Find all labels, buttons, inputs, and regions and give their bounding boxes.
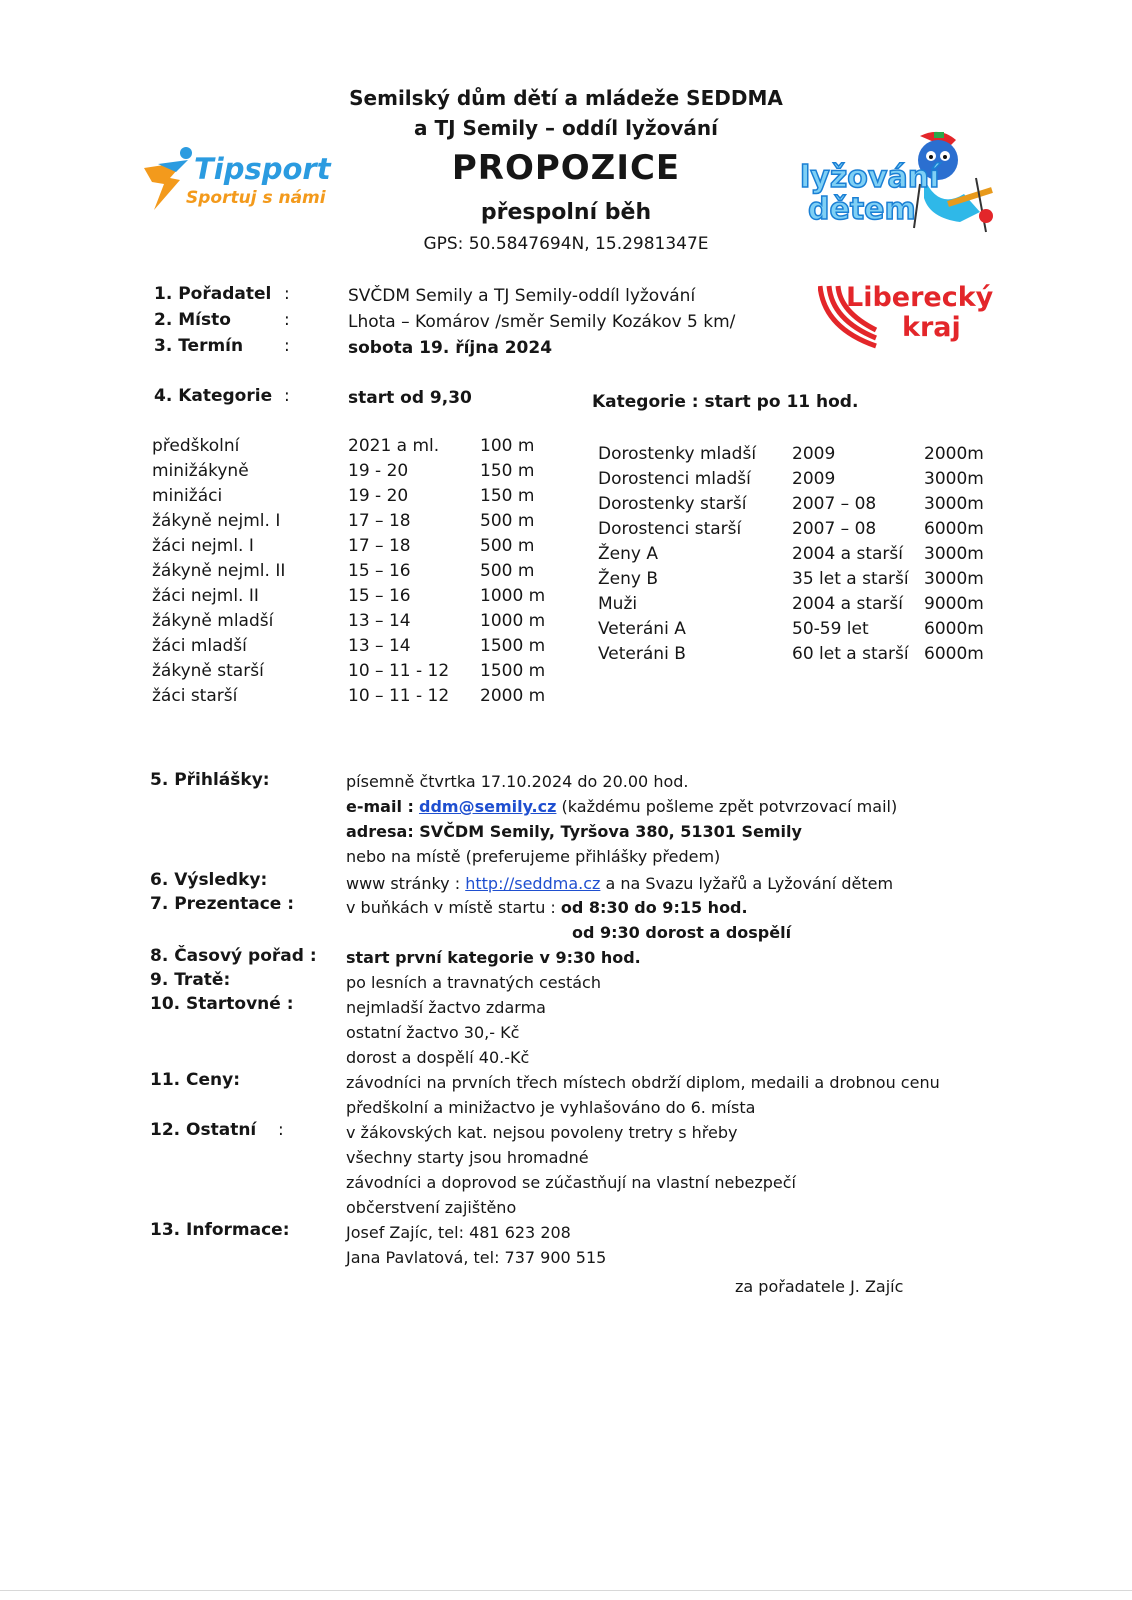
category-name: žáci mladší	[152, 636, 247, 656]
detem-word: dětem	[808, 192, 916, 227]
category-year: 15 – 16	[348, 561, 411, 581]
header-line-1: Semilský dům dětí a mládeže SEDDMA	[349, 86, 783, 110]
tipsport-logo	[140, 144, 340, 214]
signature: za pořadatele J. Zajíc	[735, 1277, 904, 1296]
tipsport-slogan: Sportuj s námi	[186, 188, 326, 208]
liberecky-word: Liberecký	[846, 282, 994, 313]
category-distance: 6000m	[924, 644, 984, 664]
informace-line: Jana Pavlatová, tel: 737 900 515	[346, 1248, 607, 1267]
category-year: 2009	[792, 444, 836, 464]
category-year: 2021 a ml.	[348, 436, 440, 456]
gps-coordinates: GPS: 50.5847694N, 15.2981347E	[423, 234, 709, 254]
prezentace-line	[346, 898, 748, 917]
tipsport-word: Tipsport	[194, 152, 331, 186]
category-distance: 3000m	[924, 469, 984, 489]
categories-right-heading: Kategorie : start po 11 hod.	[592, 392, 859, 412]
category-distance: 1000 m	[480, 611, 546, 631]
info-value-misto: Lhota – Komárov /směr Semily Kozákov 5 km/	[348, 312, 736, 332]
section-label-vysledky: 6. Výsledky:	[150, 870, 268, 890]
section-label-prezentace: 7. Prezentace :	[150, 894, 295, 914]
category-distance: 150 m	[480, 486, 535, 506]
categories-label: 4. Kategorie	[154, 386, 273, 406]
vysledky-prefix: www stránky :	[346, 874, 461, 893]
prezentace-time-2: od 9:30 dorost a dospělí	[572, 923, 792, 942]
category-year: 10 – 11 - 12	[348, 661, 450, 681]
email-note: (každému pošleme zpět potvrzovací mail)	[561, 797, 898, 816]
vysledky-line	[346, 874, 893, 893]
section-label-trate: 9. Tratě:	[150, 970, 231, 990]
category-year: 50-59 let	[792, 619, 869, 639]
prezentace-prefix: v buňkách v místě startu :	[346, 898, 556, 917]
casovy-porad-value: start první kategorie v 9:30 hod.	[346, 948, 641, 967]
category-name: Ženy B	[598, 569, 659, 589]
prihlasky-line-1: písemně čtvrtka 17.10.2024 do 20.00 hod.	[346, 772, 689, 791]
prihlasky-address: adresa: SVČDM Semily, Tyršova 380, 51301 Semily	[346, 822, 802, 841]
category-name: žákyně starší	[152, 661, 264, 681]
prihlasky-email-line	[346, 797, 897, 816]
category-name: předškolní	[152, 436, 240, 456]
categories-left-heading: start od 9,30	[348, 388, 472, 408]
ceny-line: předškolní a minižactvo je vyhlašováno do 6. místa	[346, 1098, 756, 1117]
categories-colon: :	[284, 386, 290, 406]
category-name: žáci nejml. I	[152, 536, 254, 556]
page-bottom-divider	[0, 1590, 1132, 1591]
ostatni-line: v žákovských kat. nejsou povoleny tretry s hřeby	[346, 1123, 738, 1142]
category-year: 35 let a starší	[792, 569, 909, 589]
section-label-informace: 13. Informace:	[150, 1220, 290, 1240]
category-year: 17 – 18	[348, 536, 411, 556]
startovne-line: nejmladší žactvo zdarma	[346, 998, 546, 1017]
category-name: Dorostenci mladší	[598, 469, 751, 489]
trate-value: po lesních a travnatých cestách	[346, 973, 601, 992]
informace-line: Josef Zajíc, tel: 481 623 208	[346, 1223, 571, 1242]
startovne-line: dorost a dospělí 40.-Kč	[346, 1048, 530, 1067]
category-distance: 150 m	[480, 461, 535, 481]
category-name: Veteráni B	[598, 644, 686, 664]
category-name: Dorostenky starší	[598, 494, 747, 514]
ostatni-colon: :	[278, 1120, 284, 1140]
email-link[interactable]: ddm@semily.cz	[419, 797, 557, 816]
category-name: Dorostenci starší	[598, 519, 742, 539]
category-name: minižákyně	[152, 461, 249, 481]
section-label-prihlasky: 5. Přihlášky:	[150, 770, 270, 790]
info-label-termin: 3. Termín	[154, 336, 244, 356]
category-distance: 3000m	[924, 569, 984, 589]
prihlasky-line-4: nebo na místě (preferujeme přihlášky předem)	[346, 847, 721, 866]
category-year: 2007 – 08	[792, 519, 877, 539]
category-name: žáci starší	[152, 686, 238, 706]
info-label-poradatel: 1. Pořadatel	[154, 284, 272, 304]
category-distance: 3000m	[924, 494, 984, 514]
section-label-ceny: 11. Ceny:	[150, 1070, 241, 1090]
category-distance: 9000m	[924, 594, 984, 614]
category-distance: 500 m	[480, 536, 535, 556]
category-name: Veteráni A	[598, 619, 686, 639]
lyzovani-detem-logo	[798, 128, 1008, 238]
category-distance: 1500 m	[480, 661, 546, 681]
category-year: 15 – 16	[348, 586, 411, 606]
category-name: žáci nejml. II	[152, 586, 259, 606]
category-name: žákyně nejml. II	[152, 561, 286, 581]
category-year: 17 – 18	[348, 511, 411, 531]
prezentace-time-1: od 8:30 do 9:15 hod.	[560, 898, 748, 917]
category-year: 2009	[792, 469, 836, 489]
category-distance: 2000 m	[480, 686, 546, 706]
kraj-word: kraj	[902, 312, 961, 343]
category-year: 10 – 11 - 12	[348, 686, 450, 706]
category-distance: 6000m	[924, 519, 984, 539]
seddma-link[interactable]: http://seddma.cz	[465, 874, 601, 893]
page-title: PROPOZICE	[451, 148, 681, 188]
startovne-line: ostatní žactvo 30,- Kč	[346, 1023, 520, 1042]
info-value-poradatel: SVČDM Semily a TJ Semily-oddíl lyžování	[348, 286, 696, 306]
category-name: žákyně mladší	[152, 611, 274, 631]
category-year: 2004 a starší	[792, 594, 903, 614]
category-year: 19 - 20	[348, 461, 409, 481]
section-label-ostatni: 12. Ostatní	[150, 1120, 257, 1140]
category-year: 60 let a starší	[792, 644, 909, 664]
liberecky-kraj-logo	[818, 282, 994, 354]
category-name: žákyně nejml. I	[152, 511, 281, 531]
info-colon: :	[284, 336, 290, 356]
ostatni-line: všechny starty jsou hromadné	[346, 1148, 589, 1167]
ostatni-line: závodníci a doprovod se zúčastňují na vlastní nebezpečí	[346, 1173, 796, 1192]
info-value-termin: sobota 19. října 2024	[348, 338, 553, 358]
section-label-casovy-porad: 8. Časový pořad :	[150, 946, 317, 966]
category-name: Ženy A	[598, 544, 658, 564]
lyzovani-word: lyžování	[800, 160, 940, 195]
page-subtitle: přespolní běh	[480, 200, 652, 225]
category-distance: 1000 m	[480, 586, 546, 606]
category-distance: 6000m	[924, 619, 984, 639]
category-year: 2004 a starší	[792, 544, 903, 564]
email-label: e-mail :	[346, 797, 414, 816]
category-distance: 500 m	[480, 561, 535, 581]
category-distance: 3000m	[924, 544, 984, 564]
category-year: 19 - 20	[348, 486, 409, 506]
info-colon: :	[284, 284, 290, 304]
ceny-line: závodníci na prvních třech místech obdrží diplom, medaili a drobnou cenu	[346, 1073, 940, 1092]
category-name: Dorostenky mladší	[598, 444, 757, 464]
category-distance: 100 m	[480, 436, 535, 456]
section-label-startovne: 10. Startovné :	[150, 994, 294, 1014]
category-name: Muži	[598, 594, 638, 614]
info-colon: :	[284, 310, 290, 330]
category-distance: 500 m	[480, 511, 535, 531]
info-label-misto: 2. Místo	[154, 310, 231, 330]
category-year: 13 – 14	[348, 611, 411, 631]
category-distance: 2000m	[924, 444, 984, 464]
vysledky-suffix: a na Svazu lyžařů a Lyžování dětem	[605, 874, 894, 893]
category-year: 13 – 14	[348, 636, 411, 656]
category-year: 2007 – 08	[792, 494, 877, 514]
ostatni-line: občerstvení zajištěno	[346, 1198, 517, 1217]
category-distance: 1500 m	[480, 636, 546, 656]
header-line-2: a TJ Semily – oddíl lyžování	[414, 116, 718, 140]
category-name: minižáci	[152, 486, 223, 506]
